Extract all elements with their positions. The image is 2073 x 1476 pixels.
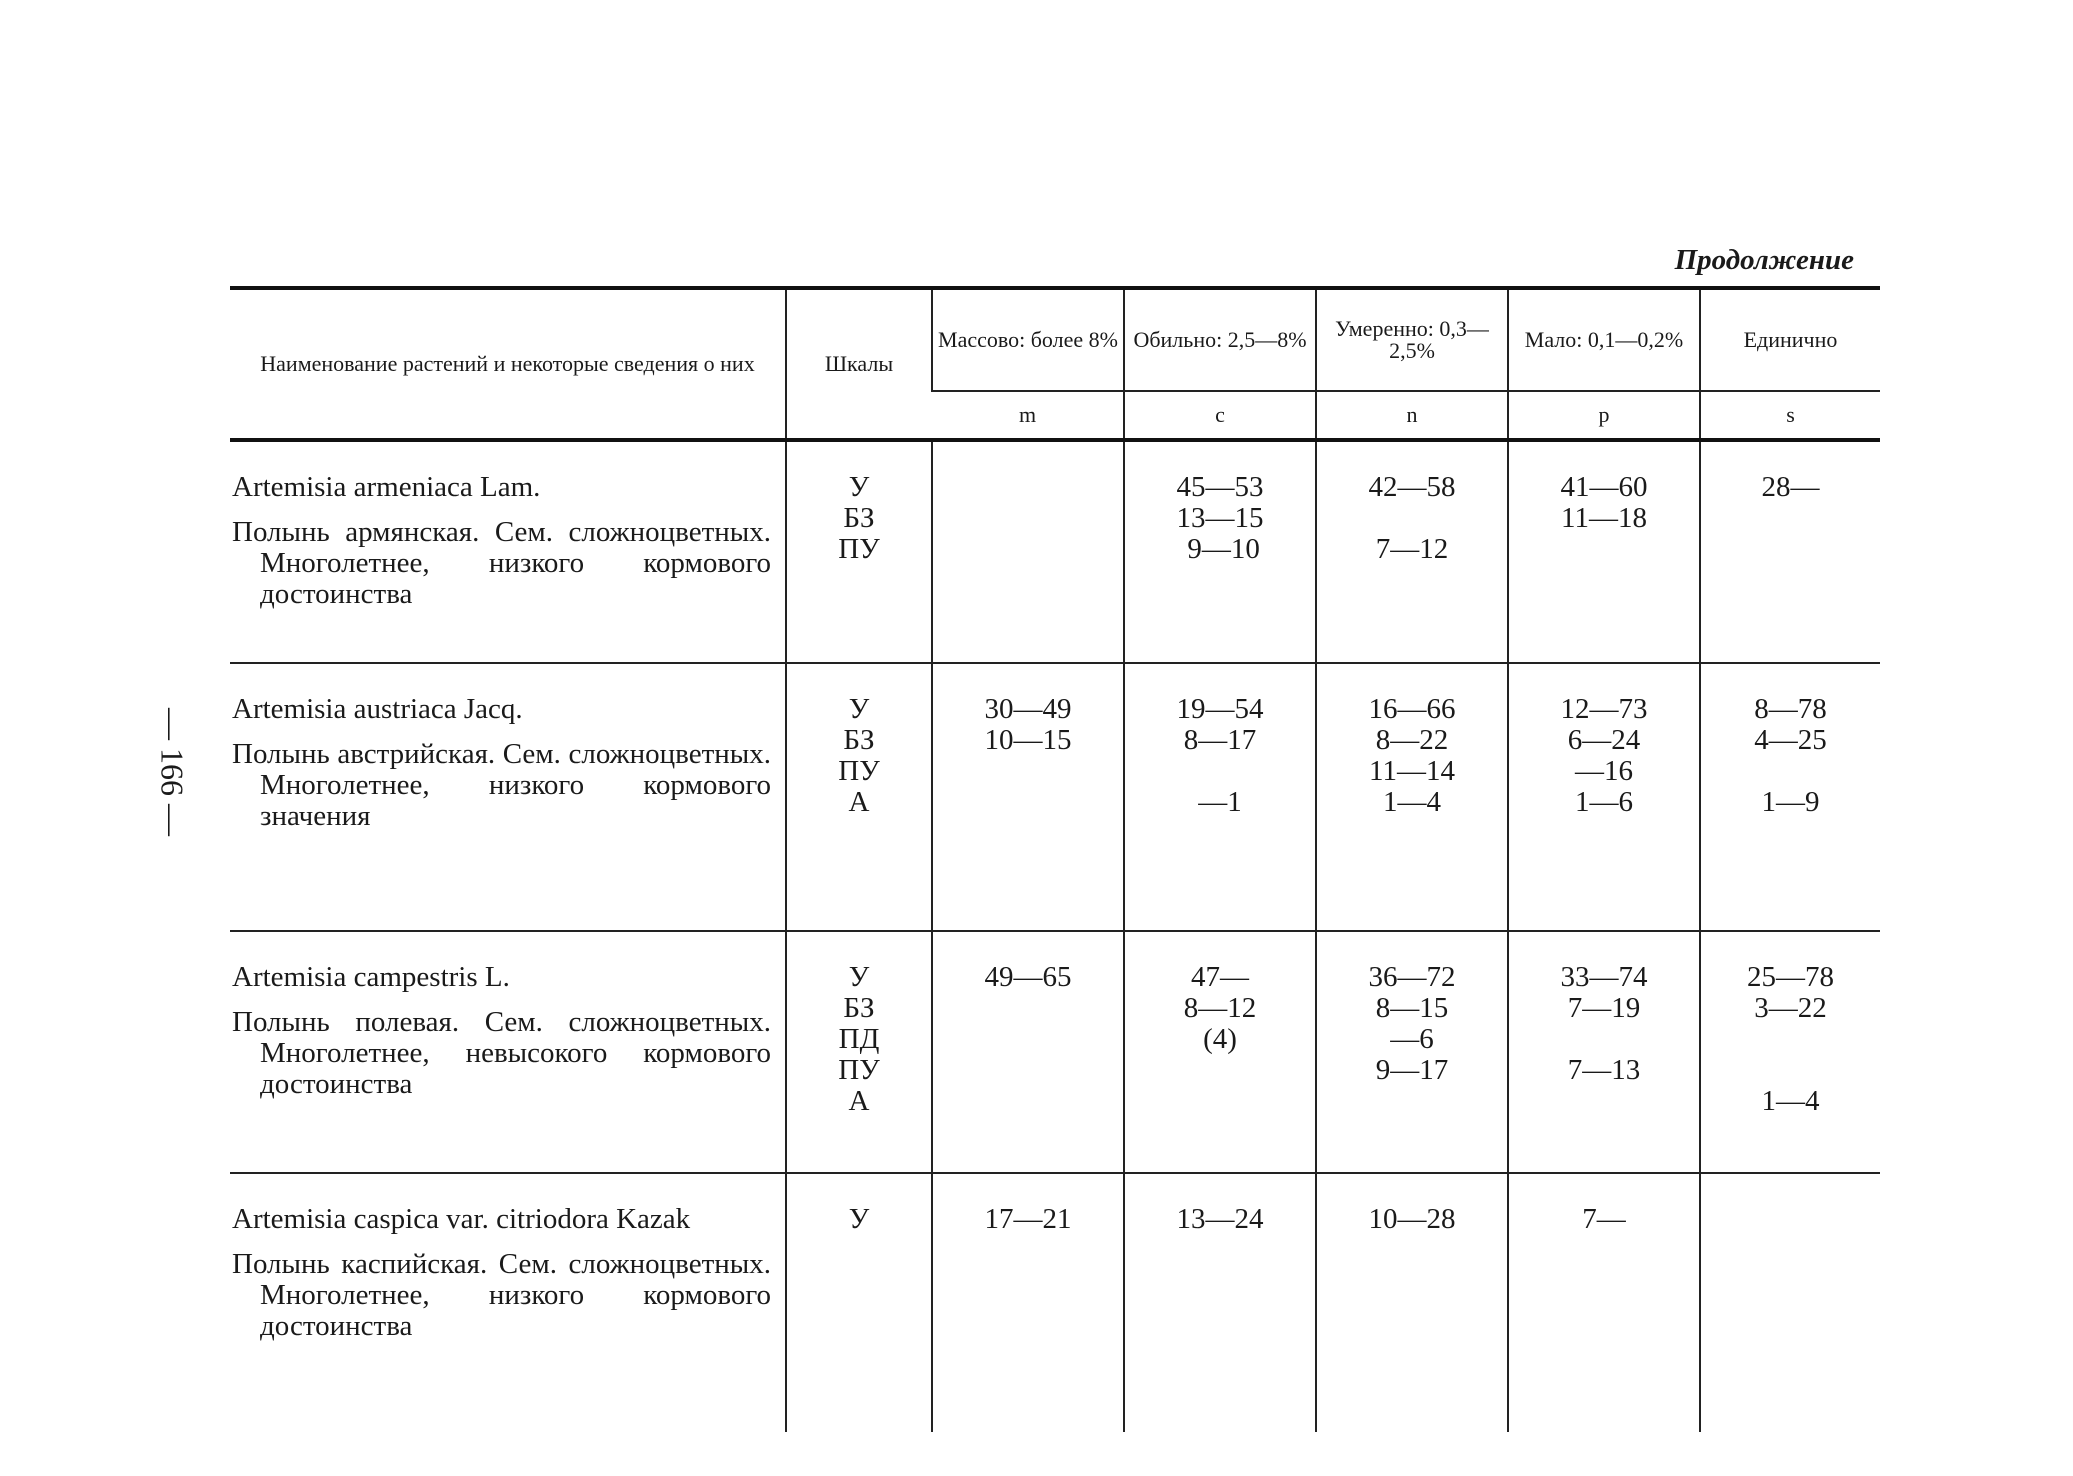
cell-line: 6—24: [1567, 724, 1641, 756]
table-row: [230, 440, 1880, 663]
value-c: [1124, 663, 1316, 931]
header-edinichno: Единично: [1700, 288, 1880, 391]
cell-line: 7—19: [1567, 992, 1641, 1024]
value-n: [1316, 1173, 1508, 1432]
cell-line: [1701, 1024, 1880, 1055]
header-umerenno: Умеренно: 0,3—2,5%: [1316, 288, 1508, 391]
plant-description: Полынь австрийская. Сем. сложноцветных. Многолетнее, низкого кормового значения: [232, 738, 771, 832]
table-row: [230, 931, 1880, 1173]
cell-line: 7—13: [1567, 1054, 1641, 1086]
cell-line: 8—78: [1754, 693, 1827, 725]
value-n: [1316, 663, 1508, 931]
cell-line: 45—53: [1176, 471, 1264, 503]
value-m: [932, 440, 1124, 663]
page-number: — 166 —: [154, 708, 191, 836]
value-n: [1316, 931, 1508, 1173]
plant-description: Полынь каспийская. Сем. сложноцветных. Многолетнее, низкого кормового достоинства: [232, 1248, 771, 1342]
header-name: Наименование растений и некоторые сведения о них: [260, 351, 755, 376]
cell-line: 7—: [1582, 1203, 1626, 1235]
cell-line: 41—60: [1560, 471, 1648, 503]
cell-line: 11—18: [1561, 502, 1647, 534]
plant-description: Полынь полевая. Сем. сложноцветных. Многолетнее, невысокого кормового достоинства: [232, 1006, 771, 1100]
cell-line: [1701, 756, 1880, 787]
cell-line: 30—49: [984, 693, 1072, 725]
cell-line: [1317, 503, 1507, 534]
code-n: n: [1316, 391, 1508, 440]
cell-line: ПД: [838, 1023, 880, 1055]
cell-line: 1—6: [1575, 786, 1633, 818]
cell-line: 9—10: [1180, 533, 1260, 565]
scales-cell: [786, 440, 932, 663]
cell-line: [1509, 1024, 1699, 1055]
value-m: [932, 663, 1124, 931]
cell-line: У: [848, 1203, 870, 1235]
plant-name-cell: [230, 931, 786, 1173]
cell-line: 4—25: [1754, 724, 1827, 756]
cell-line: 25—78: [1747, 961, 1834, 993]
cell-line: 1—9: [1761, 786, 1820, 818]
cell-line: 12—73: [1560, 693, 1648, 725]
latin-name: Artemisia campestris L.: [232, 961, 510, 993]
plant-description: Полынь армянская. Сем. сложноцветных. Многолетнее, низкого кормового достоинства: [232, 516, 771, 610]
value-s: [1700, 1173, 1880, 1432]
value-p: [1508, 1173, 1700, 1432]
cell-line: 49—65: [984, 961, 1072, 993]
cell-line: —16: [1575, 755, 1633, 787]
cell-line: 13—15: [1176, 502, 1264, 534]
cell-line: 9—17: [1375, 1054, 1449, 1086]
code-p: p: [1508, 391, 1700, 440]
table-row: [230, 663, 1880, 931]
cell-line: ПУ: [838, 755, 880, 787]
cell-line: ПУ: [838, 533, 880, 565]
cell-line: 11—14: [1369, 755, 1455, 787]
cell-line: —1: [1198, 786, 1242, 818]
cell-line: У: [848, 471, 870, 503]
cell-line: 33—74: [1560, 961, 1648, 993]
code-s: s: [1700, 391, 1880, 440]
cell-line: 47—: [1191, 961, 1249, 993]
plant-name-cell: [230, 440, 786, 663]
cell-line: 10—15: [984, 724, 1072, 756]
cell-line: У: [848, 961, 870, 993]
value-m: [932, 931, 1124, 1173]
cell-line: 8—17: [1183, 724, 1257, 756]
cell-line: 36—72: [1368, 961, 1456, 993]
cell-line: 13—24: [1176, 1203, 1264, 1235]
cell-line: 17—21: [984, 1203, 1072, 1235]
cell-line: 3—22: [1754, 992, 1827, 1024]
header-malo: Мало: 0,1—0,2%: [1508, 288, 1700, 391]
latin-name: Artemisia austriaca Jacq.: [232, 693, 523, 725]
value-p: [1508, 931, 1700, 1173]
cell-line: 16—66: [1368, 693, 1456, 725]
cell-line: БЗ: [843, 724, 875, 756]
latin-name: Artemisia caspica var. citriodora Kazak: [232, 1203, 691, 1235]
cell-line: 1—4: [1761, 1085, 1820, 1117]
cell-line: А: [848, 786, 870, 818]
plant-table: [230, 286, 1880, 1432]
code-c: c: [1124, 391, 1316, 440]
cell-line: 8—12: [1183, 992, 1257, 1024]
value-s: [1700, 931, 1880, 1173]
cell-line: 42—58: [1368, 471, 1456, 503]
table-row: [230, 1173, 1880, 1432]
latin-name: Artemisia armeniaca Lam.: [232, 471, 541, 503]
cell-line: [1125, 756, 1315, 787]
cell-line: 7—12: [1375, 533, 1449, 565]
cell-line: 28—: [1761, 471, 1820, 503]
value-p: [1508, 663, 1700, 931]
cell-line: У: [848, 693, 870, 725]
plant-name-cell: [230, 1173, 786, 1432]
cell-line: 19—54: [1176, 693, 1264, 725]
header-scales: Шкалы: [786, 288, 932, 440]
value-c: [1124, 1173, 1316, 1432]
cell-line: (4): [1203, 1023, 1237, 1055]
scales-cell: [786, 931, 932, 1173]
scales-cell: [786, 1173, 932, 1432]
code-m: m: [932, 391, 1124, 440]
value-s: [1700, 440, 1880, 663]
continuation-label: Продолжение: [1674, 244, 1854, 276]
cell-line: БЗ: [843, 502, 875, 534]
cell-line: [1701, 1055, 1880, 1086]
cell-line: ПУ: [838, 1054, 880, 1086]
cell-line: 1—4: [1383, 786, 1441, 818]
cell-line: 8—22: [1375, 724, 1449, 756]
value-c: [1124, 440, 1316, 663]
value-m: [932, 1173, 1124, 1432]
plant-name-cell: [230, 663, 786, 931]
header-obilno: Обильно: 2,5—8%: [1124, 288, 1316, 391]
cell-line: 8—15: [1375, 992, 1449, 1024]
value-n: [1316, 440, 1508, 663]
cell-line: —6: [1390, 1023, 1434, 1055]
cell-line: БЗ: [843, 992, 875, 1024]
header-massovo: Массово: более 8%: [932, 288, 1124, 391]
value-p: [1508, 440, 1700, 663]
cell-line: А: [848, 1085, 870, 1117]
value-s: [1700, 663, 1880, 931]
cell-line: 10—28: [1368, 1203, 1456, 1235]
value-c: [1124, 931, 1316, 1173]
scales-cell: [786, 663, 932, 931]
